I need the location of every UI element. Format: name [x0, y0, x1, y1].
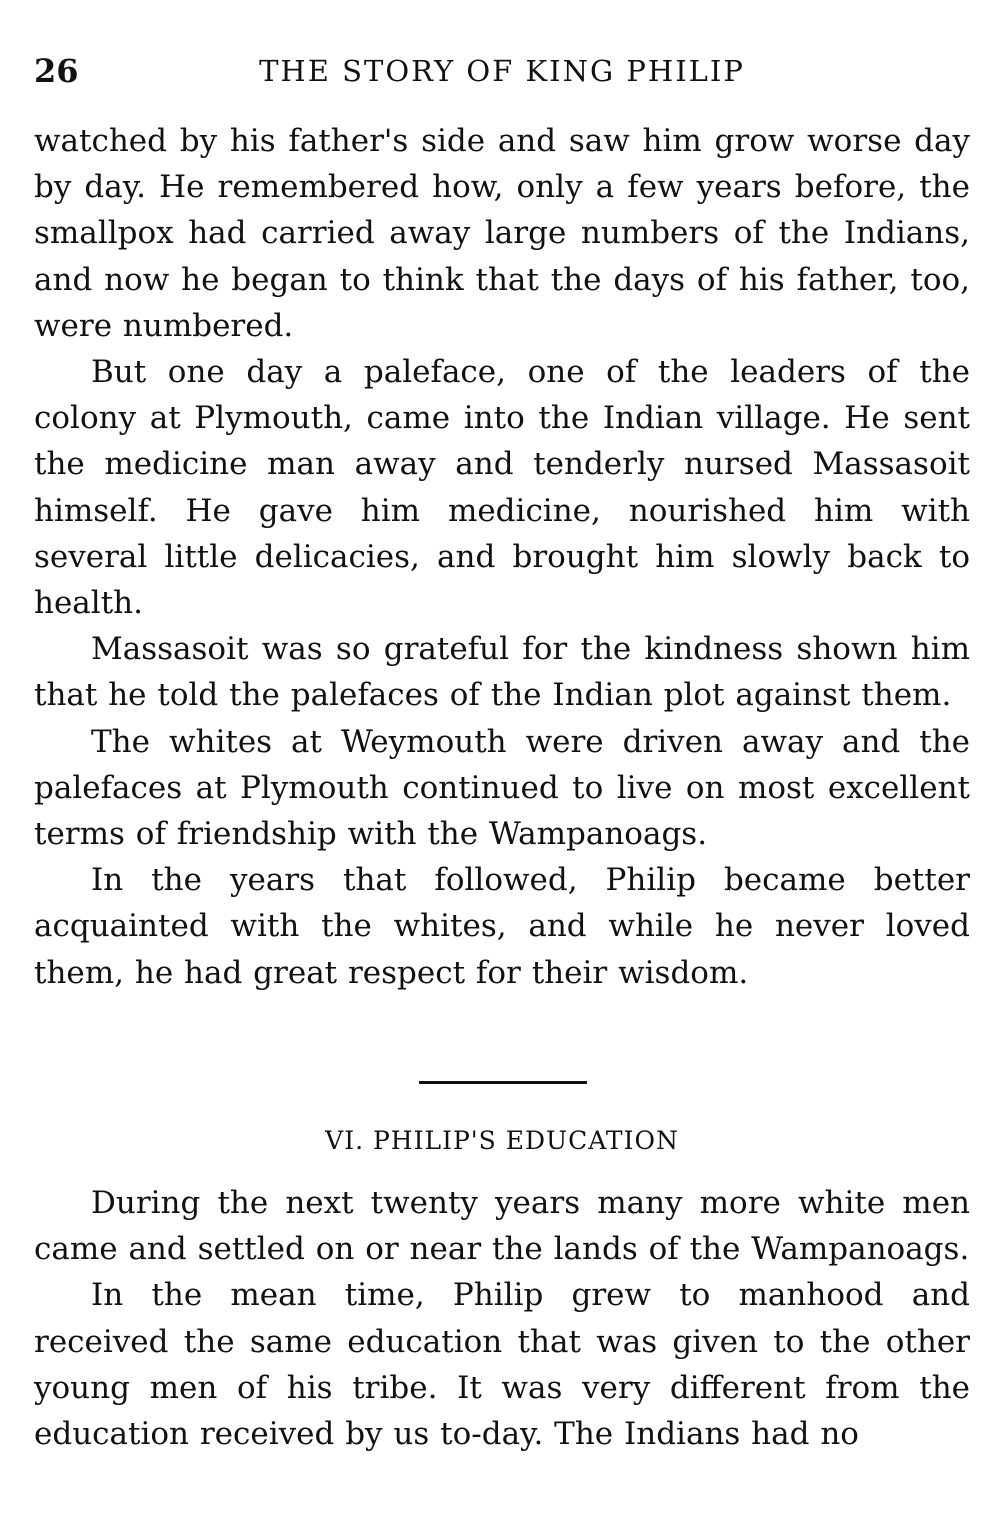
paragraph: In the years that followed, Philip became better acquainted with the whites, and while he never loved them, he had great respect for their wisdom. [34, 862, 970, 991]
section-heading: VI. PHILIP'S EDUCATION [325, 1126, 679, 1155]
paragraph: During the next twenty years many more white men came and settled on or near the lands of the Wampanoags. [34, 1185, 970, 1268]
section-divider [419, 1081, 587, 1084]
running-title: THE STORY OF KING PHILIP [259, 54, 745, 88]
paragraph: The whites at Weymouth were driven away and the palefaces at Plymouth continued to live on most excellent terms of friendship with the Wampanoags. [34, 723, 970, 853]
page-number: 26 [34, 52, 79, 90]
paragraph: Massasoit was so grateful for the kindness shown him that he told the palefaces of the Indian plot against them. [34, 631, 970, 714]
paragraph: watched by his father's side and saw him grow worse day by day. He remembered how, only a few years before, the smallpox had carried away large numbers of the Indians, and now he began to think that the days of his father, too, were numbered. [34, 123, 970, 344]
body-text-section-v [34, 118, 970, 996]
body-text-section-vi [34, 1180, 970, 1457]
paragraph: In the mean time, Philip grew to manhood and received the same education that was given to the other young men of his tribe. It was very different from the education received by us to-day. The Indians had no [34, 1277, 970, 1453]
running-head [34, 48, 970, 94]
paragraph: But one day a paleface, one of the leaders of the colony at Plymouth, came into the Indian village. He sent the medicine man away and tenderly nursed Massasoit himself. He gave him medicine, nourished him with several little delicacies, and brought him slowly back to health. [34, 354, 970, 622]
